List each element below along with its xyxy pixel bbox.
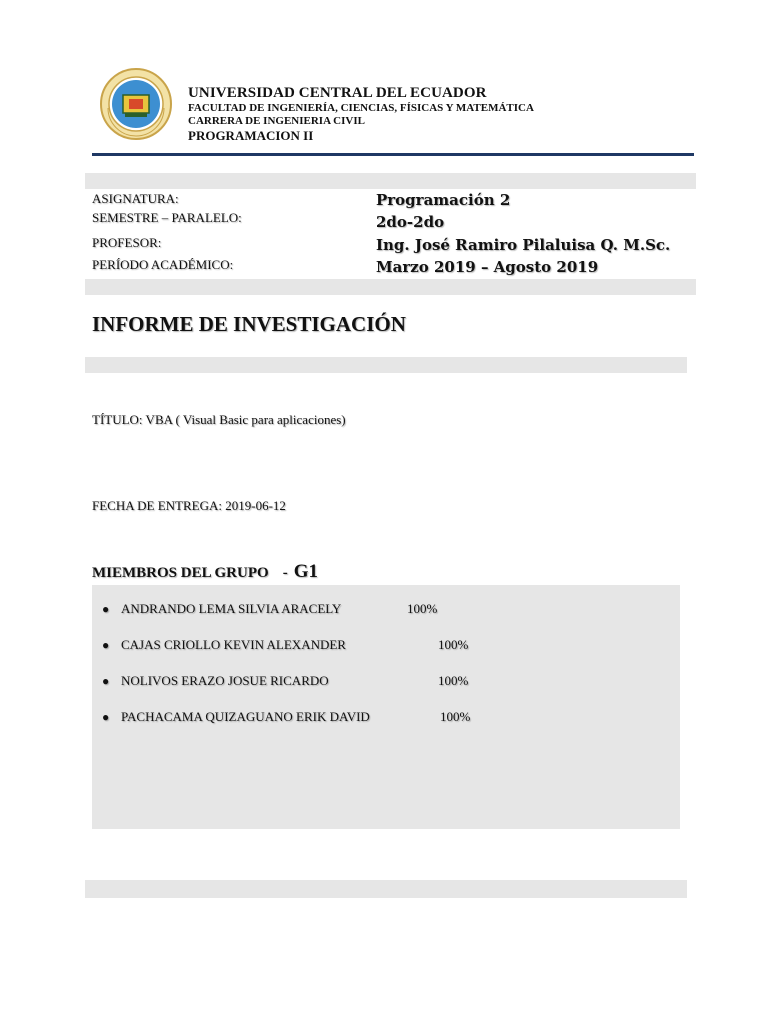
bullet-icon: ● (102, 638, 110, 652)
members-heading-separator: - (282, 565, 288, 581)
members-heading-text: MIEMBROS DEL GRUPO (92, 565, 269, 581)
member-name: NOLIVOS ERAZO JOSUE RICARDO (121, 673, 329, 688)
label-asignatura: ASIGNATURA: (92, 191, 179, 206)
value-asignatura: Programación 2 (376, 191, 511, 209)
university-seal-icon (100, 68, 172, 140)
faculty-name: FACULTAD DE INGENIERÍA, CIENCIAS, FÍSICAS Y MATEMÁTICA (188, 102, 534, 114)
member-name: ANDRANDO LEMA SILVIA ARACELY (121, 601, 342, 616)
member-percent: 100% (438, 637, 469, 652)
value-periodo: Marzo 2019 – Agosto 2019 (376, 258, 599, 276)
info-top-bar (85, 173, 696, 189)
value-profesor: Ing. José Ramiro Pilaluisa Q. M.Sc. (376, 236, 671, 254)
list-item (92, 709, 680, 727)
career-name: CARRERA DE INGENIERIA CIVIL (188, 115, 365, 127)
label-periodo: PERÍODO ACADÉMICO: (92, 257, 234, 272)
title-bar (85, 357, 687, 373)
report-subject-line: TÍTULO: VBA ( Visual Basic para aplicaciones) (92, 412, 346, 427)
member-name: PACHACAMA QUIZAGUANO ERIK DAVID (121, 709, 370, 724)
header-divider (92, 153, 694, 156)
info-bottom-bar (85, 279, 696, 295)
course-name: PROGRAMACION II (188, 128, 314, 143)
institution-header (188, 86, 534, 142)
report-title: INFORME DE INVESTIGACIÓN (92, 312, 406, 336)
value-semestre: 2do-2do (376, 213, 445, 231)
university-name: UNIVERSIDAD CENTRAL DEL ECUADOR (188, 85, 487, 101)
list-item (92, 637, 680, 655)
list-item (92, 601, 680, 619)
members-list (92, 585, 680, 829)
group-id: G1 (293, 561, 318, 582)
bullet-icon: ● (102, 710, 110, 724)
member-percent: 100% (407, 601, 438, 616)
label-profesor: PROFESOR: (92, 235, 162, 250)
delivery-date-line: FECHA DE ENTREGA: 2019-06-12 (92, 498, 286, 513)
label-semestre: SEMESTRE – PARALELO: (92, 210, 242, 225)
bullet-icon: ● (102, 602, 110, 616)
member-percent: 100% (440, 709, 471, 724)
footer-bar (85, 880, 687, 898)
bullet-icon: ● (102, 674, 110, 688)
member-percent: 100% (438, 673, 469, 688)
member-name: CAJAS CRIOLLO KEVIN ALEXANDER (121, 637, 346, 652)
members-heading (92, 561, 318, 583)
list-item (92, 673, 680, 691)
